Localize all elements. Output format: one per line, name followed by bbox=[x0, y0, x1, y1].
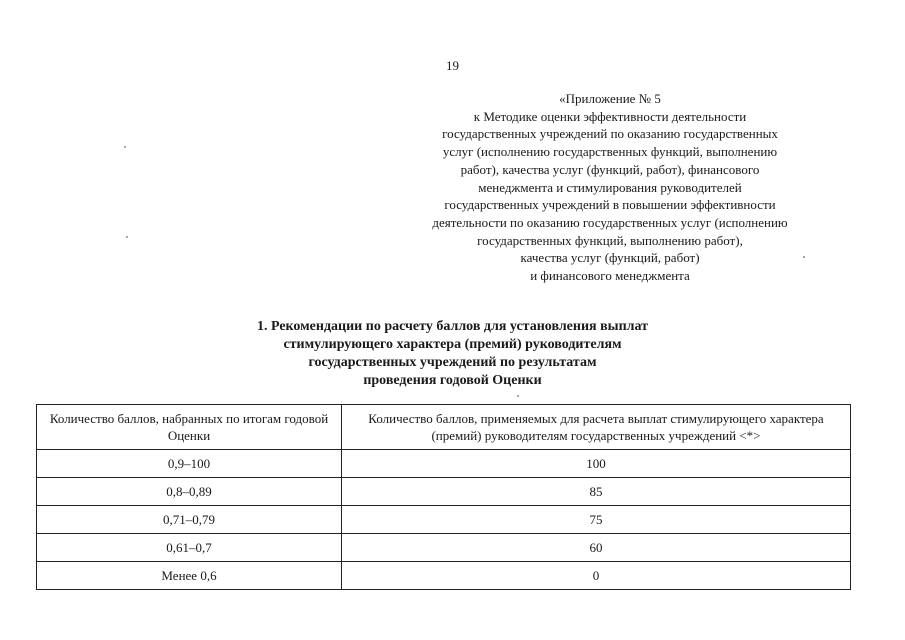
appendix-line: менеджмента и стимулирования руководителей bbox=[478, 179, 742, 195]
appendix-line: «Приложение № 5 bbox=[559, 91, 661, 106]
title-line: 1. Рекомендации по расчету баллов для установления выплат bbox=[256, 319, 649, 334]
appendix-line: к Методике оценки эффективности деятельности bbox=[473, 108, 747, 124]
scan-speck bbox=[124, 146, 126, 148]
title-line: государственных учреждений по результатам bbox=[308, 355, 597, 370]
scores-table bbox=[36, 404, 851, 590]
appendix-line: качества услуг (функций, работ) bbox=[520, 250, 700, 266]
appendix-line: государственных функций, выполнению работ), bbox=[477, 232, 743, 248]
appendix-line: деятельности по оказанию государственных услуг (исполнению bbox=[432, 214, 788, 230]
points-cell: 0 bbox=[342, 562, 851, 590]
table-row bbox=[37, 562, 851, 590]
title-line: проведения годовой Оценки bbox=[363, 373, 542, 388]
title-line: стимулирующего характера (премий) руководителям bbox=[283, 337, 622, 352]
points-cell: 75 bbox=[342, 506, 851, 534]
appendix-line: и финансового менеджмента bbox=[530, 268, 690, 284]
header-cell-scores-earned: Количество баллов, набранных по итогам годовой Оценки bbox=[37, 405, 342, 450]
range-cell: 0,61–0,7 bbox=[37, 534, 342, 562]
appendix-line: работ), качества услуг (функций, работ), финансового bbox=[460, 161, 760, 177]
table-header-row bbox=[37, 405, 851, 450]
section-title bbox=[0, 318, 905, 390]
points-cell: 100 bbox=[342, 450, 851, 478]
table-row bbox=[37, 534, 851, 562]
header-cell-scores-applied: Количество баллов, применяемых для расчета выплат стимулирующего характера (премий) руководителям государственных учреждений <*> bbox=[342, 405, 851, 450]
points-cell: 60 bbox=[342, 534, 851, 562]
points-cell: 85 bbox=[342, 478, 851, 506]
appendix-line: услуг (исполнению государственных функций, выполнению bbox=[442, 144, 778, 160]
table-row bbox=[37, 450, 851, 478]
range-cell: 0,8–0,89 bbox=[37, 478, 342, 506]
scan-speck bbox=[803, 256, 805, 258]
scan-speck bbox=[517, 395, 519, 397]
table-row bbox=[37, 506, 851, 534]
range-cell: 0,9–100 bbox=[37, 450, 342, 478]
range-cell: Менее 0,6 bbox=[37, 562, 342, 590]
appendix-header bbox=[380, 90, 840, 285]
appendix-line: государственных учреждений в повышении эффективности bbox=[444, 197, 776, 213]
appendix-line: государственных учреждений по оказанию государственных bbox=[442, 126, 778, 142]
table-row bbox=[37, 478, 851, 506]
range-cell: 0,71–0,79 bbox=[37, 506, 342, 534]
page-number: 19 bbox=[446, 58, 459, 73]
scan-speck bbox=[126, 236, 128, 238]
